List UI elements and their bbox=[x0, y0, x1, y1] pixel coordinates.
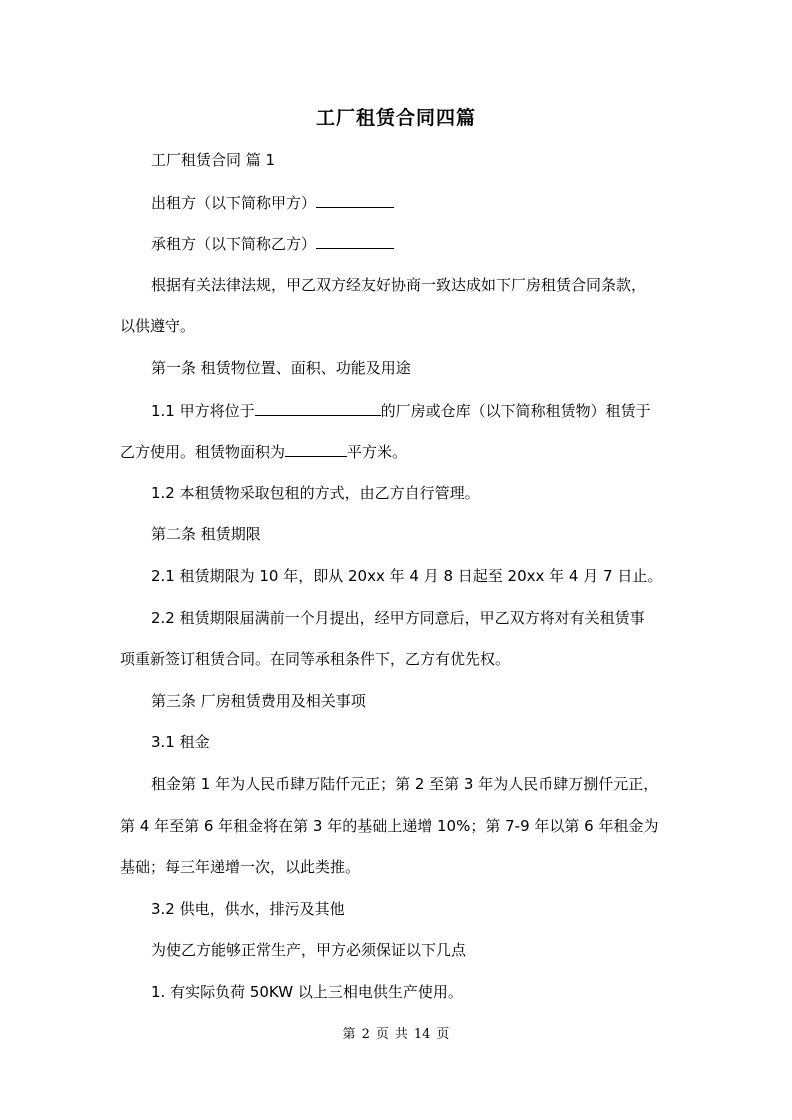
clause-2-2-line-2: 项重新签订租赁合同。在同等承租条件下，乙方有优先权。 bbox=[120, 650, 511, 668]
document-title: 工厂租赁合同四篇 bbox=[315, 107, 476, 129]
clause-2-1: 2.1 租赁期限为 10 年，即从 20xx 年 4 月 8 日起至 20xx 年 4 月 7 日止。 bbox=[151, 567, 663, 585]
article-2-heading: 第二条 租赁期限 bbox=[151, 525, 261, 543]
clause-1-1-line-1 bbox=[151, 400, 651, 421]
clause-3-1: 3.1 租金 bbox=[151, 733, 210, 751]
article-1-heading: 第一条 租赁物位置、面积、功能及用途 bbox=[151, 359, 411, 377]
rent-line-2: 第 4 年至第 6 年租金将在第 3 年的基础上递增 10%；第 7-9 年以第 6 年租金为 bbox=[120, 817, 659, 835]
area-suffix: 平方米。 bbox=[347, 443, 408, 461]
list-item-1: 1. 有实际负荷 50KW 以上三相电供生产使用。 bbox=[151, 983, 463, 1001]
clause-1-1-line-2 bbox=[120, 441, 407, 462]
clause-3-2: 3.2 供电，供水，排污及其他 bbox=[151, 900, 345, 918]
area-blank bbox=[285, 441, 347, 457]
clause-3-2-intro: 为使乙方能够正常生产，甲方必须保证以下几点 bbox=[151, 941, 467, 959]
clause-2-2-line-1: 2.2 租赁期限届满前一个月提出，经甲方同意后，甲乙双方将对有关租赁事 bbox=[151, 609, 645, 627]
lessee-line bbox=[151, 233, 394, 254]
clause-1-1-suffix: 的厂房或仓库（以下简称租赁物）租赁于 bbox=[380, 402, 651, 420]
lessee-blank bbox=[316, 233, 394, 249]
rent-line-1: 租金第 1 年为人民币肆万陆仟元正；第 2 至第 3 年为人民币肆万捌仟元正， bbox=[151, 775, 659, 793]
clause-1-1-prefix: 1.1 甲方将位于 bbox=[151, 402, 255, 420]
article-3-heading: 第三条 厂房租赁费用及相关事项 bbox=[151, 692, 366, 710]
page-footer: 第 2 页 共 14 页 bbox=[342, 1027, 450, 1042]
current-page-number: 2 bbox=[361, 1027, 370, 1042]
intro-paragraph-line-2: 以供遵守。 bbox=[120, 317, 196, 335]
clause-1-2: 1.2 本租赁物采取包租的方式，由乙方自行管理。 bbox=[151, 484, 480, 502]
location-blank bbox=[255, 400, 381, 416]
area-prefix: 乙方使用。租赁物面积为 bbox=[120, 443, 286, 461]
lessee-label: 承租方（以下简称乙方） bbox=[151, 235, 317, 253]
intro-paragraph-line-1: 根据有关法律法规，甲乙双方经友好协商一致达成如下厂房租赁合同条款， bbox=[151, 276, 647, 294]
rent-line-3: 基础；每三年递增一次，以此类推。 bbox=[120, 858, 361, 876]
lessor-label: 出租方（以下简称甲方） bbox=[151, 194, 317, 212]
section-heading: 工厂租赁合同 篇 1 bbox=[151, 151, 276, 169]
lessor-line bbox=[151, 192, 394, 213]
lessor-blank bbox=[316, 192, 394, 208]
total-pages: 14 bbox=[413, 1027, 431, 1042]
